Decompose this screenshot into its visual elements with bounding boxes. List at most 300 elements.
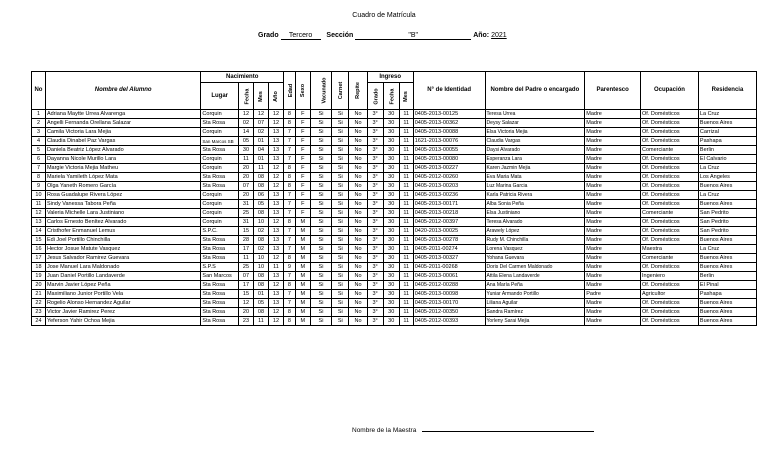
table-cell: M <box>295 272 310 281</box>
table-cell: Carlos Ernesto Benítez Alvarado <box>45 218 200 227</box>
table-cell: 17 <box>32 254 46 263</box>
table-cell: Buenos Aires <box>698 308 756 317</box>
table-cell: 10 <box>253 263 268 272</box>
table-cell: M <box>295 245 310 254</box>
table-cell: 20 <box>238 164 253 173</box>
table-cell: 11 <box>399 209 413 218</box>
table-cell: Sta Rosa <box>201 290 239 299</box>
table-cell: Si <box>332 317 349 326</box>
table-cell: 30 <box>383 164 399 173</box>
table-cell: Sta Rosa <box>201 254 239 263</box>
table-cell: 11 <box>399 137 413 146</box>
table-cell: Comerciante <box>641 209 699 218</box>
table-cell: 11 <box>399 263 413 272</box>
header-nombre: Nombre del Alumno <box>45 72 200 110</box>
header-identidad: N° de Identidad <box>413 72 485 110</box>
maestra-label: Nombre de la Maestra <box>352 427 417 434</box>
table-cell: 12 <box>253 110 268 119</box>
table-cell: Si <box>310 155 331 164</box>
header-grado: Grado <box>367 83 383 110</box>
header-fecha-ingreso: Fecha <box>383 83 399 110</box>
header-no: No <box>32 72 46 110</box>
table-cell: No <box>349 227 367 236</box>
table-cell: Si <box>310 137 331 146</box>
table-cell: Madre <box>585 209 641 218</box>
table-cell: Claudia Vargas <box>485 137 585 146</box>
table-cell: No <box>349 308 367 317</box>
grade-section-year-line <box>258 32 507 40</box>
table-cell: F <box>295 146 310 155</box>
table-cell: 3° <box>367 227 383 236</box>
table-cell: Carrizal <box>698 128 756 137</box>
table-cell: 08 <box>253 281 268 290</box>
table-cell: 11 <box>399 272 413 281</box>
table-cell: Maximiliano Junior Portillo Vela <box>45 290 200 299</box>
table-cell: Of. Domésticos <box>641 200 699 209</box>
table-cell: 12 <box>268 110 283 119</box>
table-cell: M <box>295 308 310 317</box>
table-cell: Corquin <box>201 128 239 137</box>
table-cell: Madre <box>585 119 641 128</box>
table-row <box>32 317 757 326</box>
table-cell: M <box>295 263 310 272</box>
table-cell: 8 <box>284 173 296 182</box>
table-cell: Of. Domésticos <box>641 191 699 200</box>
table-cell: Buenos Aires <box>698 119 756 128</box>
table-cell: 02 <box>238 119 253 128</box>
table-cell: Karen Jazmin Mejia <box>485 164 585 173</box>
table-cell: 3° <box>367 299 383 308</box>
table-cell: 07 <box>238 182 253 191</box>
table-cell: 11 <box>399 119 413 128</box>
table-cell: Si <box>310 146 331 155</box>
table-cell: 19 <box>32 272 46 281</box>
table-cell: 04 <box>253 146 268 155</box>
table-cell: Of. Domésticos <box>641 110 699 119</box>
table-cell: 3° <box>367 119 383 128</box>
table-cell: Of. Domésticos <box>641 173 699 182</box>
table-cell: Si <box>310 308 331 317</box>
table-row <box>32 308 757 317</box>
table-cell: Doris Del Carmen Maldonado <box>485 263 585 272</box>
table-cell: 06 <box>253 191 268 200</box>
table-cell: 30 <box>383 317 399 326</box>
table-cell: 7 <box>284 299 296 308</box>
table-cell: Of. Domésticos <box>641 182 699 191</box>
table-cell: 3° <box>367 308 383 317</box>
table-cell: Si <box>310 191 331 200</box>
table-cell: Si <box>310 119 331 128</box>
table-cell: 30 <box>383 137 399 146</box>
table-cell: Rudy M. Chinchilla <box>485 236 585 245</box>
table-cell: 30 <box>383 272 399 281</box>
anio-value: 2021 <box>491 32 507 39</box>
table-cell: 12 <box>268 182 283 191</box>
table-cell: 0405-2013-00061 <box>413 272 485 281</box>
table-cell: 7 <box>32 164 46 173</box>
header-anio: Año <box>268 83 283 110</box>
table-cell: Of. Domésticos <box>641 137 699 146</box>
header-lugar: Lugar <box>201 83 239 110</box>
table-cell: No <box>349 245 367 254</box>
header-padre: Nombre del Padre o encargado <box>485 72 585 110</box>
table-cell: Jose Manuel Lara Maldonado <box>45 263 200 272</box>
table-row <box>32 137 757 146</box>
table-cell: 8 <box>284 281 296 290</box>
table-cell: 13 <box>32 218 46 227</box>
table-cell: 0405-2011-00268 <box>413 263 485 272</box>
table-row <box>32 218 757 227</box>
table-cell: Si <box>332 245 349 254</box>
table-cell: 20 <box>32 281 46 290</box>
table-cell: El Pinal <box>698 281 756 290</box>
table-cell: Elsa Victoria Mejia <box>485 128 585 137</box>
table-row <box>32 236 757 245</box>
table-cell: 12 <box>268 119 283 128</box>
table-cell: 15 <box>32 236 46 245</box>
table-cell: No <box>349 218 367 227</box>
table-cell: 3° <box>367 254 383 263</box>
table-cell: 30 <box>383 290 399 299</box>
table-cell: Si <box>310 281 331 290</box>
table-cell: 13 <box>268 128 283 137</box>
header-carnet: Carnet <box>332 72 349 110</box>
table-cell: San Marcos <box>201 272 239 281</box>
table-cell: 12 <box>32 209 46 218</box>
table-cell: 0405-2013-00203 <box>413 182 485 191</box>
table-cell: Si <box>310 317 331 326</box>
table-cell: 7 <box>284 272 296 281</box>
table-cell: Madre <box>585 146 641 155</box>
table-row <box>32 281 757 290</box>
table-cell: F <box>295 110 310 119</box>
table-cell: Alba Sonia Peña <box>485 200 585 209</box>
table-cell: Karla Patricia Rivera <box>485 191 585 200</box>
table-cell: Madre <box>585 137 641 146</box>
table-cell: F <box>295 119 310 128</box>
table-row <box>32 182 757 191</box>
table-cell: 30 <box>383 227 399 236</box>
table-cell: Si <box>332 182 349 191</box>
table-cell: Sta Rosa <box>201 308 239 317</box>
table-cell: Of. Domésticos <box>641 128 699 137</box>
table-cell: Sta Rosa <box>201 299 239 308</box>
table-cell: 4 <box>32 137 46 146</box>
table-cell: Si <box>332 191 349 200</box>
table-cell: Sta Rosa <box>201 317 239 326</box>
table-cell: 10 <box>253 218 268 227</box>
table-cell: Of. Domésticos <box>641 317 699 326</box>
table-cell: 0405-2013-00227 <box>413 164 485 173</box>
table-cell: Madre <box>585 317 641 326</box>
table-cell: 8 <box>284 218 296 227</box>
table-cell: 02 <box>253 128 268 137</box>
table-cell: 10 <box>253 254 268 263</box>
table-cell: Comerciante <box>641 254 699 263</box>
table-cell: Padre <box>585 290 641 299</box>
table-cell: Marvin Javier López Peña <box>45 281 200 290</box>
table-cell: 30 <box>383 218 399 227</box>
table-cell: Los Angeles <box>698 173 756 182</box>
table-cell: 11 <box>399 191 413 200</box>
table-cell: 11 <box>399 146 413 155</box>
table-cell: Sandra Ramírez <box>485 308 585 317</box>
table-row <box>32 173 757 182</box>
table-row <box>32 272 757 281</box>
table-cell: 14 <box>32 227 46 236</box>
table-cell: Si <box>332 272 349 281</box>
table-cell: 0405-2013-00125 <box>413 110 485 119</box>
table-cell: Cristhofer Enmanuel Lemus <box>45 227 200 236</box>
table-cell: No <box>349 119 367 128</box>
table-cell: 30 <box>383 209 399 218</box>
table-cell: Yorleny Sarai Mejia <box>485 317 585 326</box>
table-cell: Madre <box>585 128 641 137</box>
table-cell: Si <box>332 263 349 272</box>
table-cell: La Cruz <box>698 164 756 173</box>
table-cell: 25 <box>238 209 253 218</box>
table-cell: Of. Domésticos <box>641 155 699 164</box>
table-cell: F <box>295 128 310 137</box>
table-cell: 3° <box>367 173 383 182</box>
table-cell: Si <box>332 164 349 173</box>
table-cell: 17 <box>238 281 253 290</box>
table-cell: Si <box>332 200 349 209</box>
table-cell: No <box>349 263 367 272</box>
table-cell: 30 <box>383 191 399 200</box>
table-cell: Attila Elena Landaverde <box>485 272 585 281</box>
header-repite: Repite <box>349 72 367 110</box>
table-cell: Yohana Guevara <box>485 254 585 263</box>
table-cell: Ana María Peña <box>485 281 585 290</box>
table-cell: 30 <box>383 281 399 290</box>
table-cell: Si <box>310 263 331 272</box>
table-cell: 3° <box>367 245 383 254</box>
table-cell: 3° <box>367 209 383 218</box>
table-cell: 01 <box>253 137 268 146</box>
table-cell: 13 <box>268 236 283 245</box>
table-cell: 13 <box>268 155 283 164</box>
table-cell: No <box>349 317 367 326</box>
table-cell: No <box>349 182 367 191</box>
table-cell: Of. Domésticos <box>641 218 699 227</box>
table-cell: Si <box>332 155 349 164</box>
table-cell: 20 <box>238 308 253 317</box>
table-cell: Sta Rosa <box>201 173 239 182</box>
table-cell: San Pedrito <box>698 227 756 236</box>
table-cell: 12 <box>268 254 283 263</box>
table-cell: 0405-2013-00170 <box>413 299 485 308</box>
table-cell: No <box>349 155 367 164</box>
table-cell: 24 <box>32 317 46 326</box>
table-cell: 7 <box>284 200 296 209</box>
table-cell: Si <box>310 272 331 281</box>
table-cell: Si <box>332 227 349 236</box>
table-cell: Madre <box>585 236 641 245</box>
table-cell: Madre <box>585 191 641 200</box>
table-cell: 0405-2013-00171 <box>413 200 485 209</box>
table-cell: F <box>295 173 310 182</box>
table-cell: 8 <box>284 164 296 173</box>
table-cell: 14 <box>238 128 253 137</box>
table-cell: No <box>349 236 367 245</box>
table-cell: 11 <box>399 254 413 263</box>
table-cell: La Cruz <box>698 110 756 119</box>
table-cell: 08 <box>253 236 268 245</box>
table-cell: Mariela Yamileth López Mata <box>45 173 200 182</box>
table-cell: 0405-2013-00098 <box>413 290 485 299</box>
table-cell: F <box>295 182 310 191</box>
table-cell: 11 <box>253 164 268 173</box>
table-cell: 0405-2013-00236 <box>413 191 485 200</box>
table-cell: No <box>349 146 367 155</box>
header-mes-ingreso: Mes <box>399 83 413 110</box>
table-cell: Madre <box>585 164 641 173</box>
table-cell: Madre <box>585 281 641 290</box>
table-cell: No <box>349 191 367 200</box>
table-cell: S.P.C. <box>201 227 239 236</box>
table-cell: 7 <box>284 245 296 254</box>
table-cell: Teresa Alvarado <box>485 218 585 227</box>
table-cell: 30 <box>383 110 399 119</box>
table-cell: Of. Domésticos <box>641 164 699 173</box>
table-cell: Sta Rosa <box>201 236 239 245</box>
table-cell: 0405-2012-00260 <box>413 173 485 182</box>
table-cell: 8 <box>284 110 296 119</box>
table-cell: M <box>295 218 310 227</box>
table-cell: 31 <box>238 218 253 227</box>
table-cell: 30 <box>383 263 399 272</box>
table-cell: Eva Maria Mata <box>485 173 585 182</box>
table-cell: 08 <box>253 272 268 281</box>
table-cell: 28 <box>238 236 253 245</box>
table-row <box>32 263 757 272</box>
table-cell: 30 <box>383 308 399 317</box>
table-cell: Si <box>310 290 331 299</box>
table-cell: Si <box>332 119 349 128</box>
table-cell: Madre <box>585 254 641 263</box>
table-cell: 11 <box>238 254 253 263</box>
table-row <box>32 146 757 155</box>
table-cell: 7 <box>284 290 296 299</box>
table-cell: 11 <box>399 290 413 299</box>
table-cell: 3° <box>367 317 383 326</box>
table-cell: 7 <box>284 137 296 146</box>
table-row <box>32 164 757 173</box>
table-cell: 5 <box>32 146 46 155</box>
table-cell: Corquin <box>201 200 239 209</box>
table-cell: No <box>349 164 367 173</box>
table-cell: 13 <box>268 227 283 236</box>
table-cell: 11 <box>253 317 268 326</box>
table-cell: 12 <box>268 218 283 227</box>
table-cell: 30 <box>383 128 399 137</box>
table-cell: Madre <box>585 218 641 227</box>
table-cell: 13 <box>268 200 283 209</box>
table-row <box>32 110 757 119</box>
table-cell: F <box>295 200 310 209</box>
table-cell: 08 <box>253 209 268 218</box>
table-cell: 21 <box>32 290 46 299</box>
table-cell: Berlin <box>698 272 756 281</box>
table-cell: 16 <box>32 245 46 254</box>
table-cell: No <box>349 128 367 137</box>
table-cell: El Calvario <box>698 155 756 164</box>
table-cell: San Pedrito <box>698 218 756 227</box>
table-cell: No <box>349 209 367 218</box>
table-cell: Pashapa <box>698 290 756 299</box>
header-residencia: Residencia <box>698 72 756 110</box>
table-cell: 7 <box>284 155 296 164</box>
table-cell: Of. Domésticos <box>641 299 699 308</box>
table-cell: 3° <box>367 110 383 119</box>
table-cell: Lorena Vasquez <box>485 245 585 254</box>
table-cell: Valeria Michelle Lara Justiniano <box>45 209 200 218</box>
table-cell: No <box>349 137 367 146</box>
table-cell: Si <box>332 128 349 137</box>
table-row <box>32 290 757 299</box>
anio-label: Año: <box>473 32 490 39</box>
table-cell: Luz Marina Garcia <box>485 182 585 191</box>
table-cell: 13 <box>268 137 283 146</box>
seccion-label: Sección <box>326 32 354 39</box>
table-cell: 11 <box>238 155 253 164</box>
table-cell: Buenos Aires <box>698 263 756 272</box>
table-cell: Buenos Aires <box>698 254 756 263</box>
table-cell: Madre <box>585 299 641 308</box>
table-cell: 01 <box>253 290 268 299</box>
table-cell: 3° <box>367 281 383 290</box>
table-cell: Adriana Maytte Urrea Alvarenga <box>45 110 200 119</box>
table-cell: No <box>349 200 367 209</box>
table-cell: 0405-2012-00393 <box>413 317 485 326</box>
table-cell: 30 <box>383 200 399 209</box>
signature-underline <box>422 425 594 432</box>
table-cell: 3° <box>367 191 383 200</box>
table-cell: No <box>349 173 367 182</box>
table-cell: 0420-2013-00025 <box>413 227 485 236</box>
table-cell: 25 <box>238 263 253 272</box>
table-cell: S.P.S <box>201 263 239 272</box>
table-cell: 11 <box>399 128 413 137</box>
table-cell: No <box>349 299 367 308</box>
table-cell: 3° <box>367 200 383 209</box>
table-row <box>32 155 757 164</box>
table-cell: Si <box>332 218 349 227</box>
table-cell: M <box>295 281 310 290</box>
table-cell: Corquin <box>201 164 239 173</box>
table-cell: 20 <box>238 191 253 200</box>
table-cell: M <box>295 290 310 299</box>
table-cell: Corquin <box>201 110 239 119</box>
table-cell: 13 <box>268 290 283 299</box>
table-cell: 13 <box>268 299 283 308</box>
table-cell: 6 <box>32 155 46 164</box>
table-cell: 3° <box>367 164 383 173</box>
table-cell: 11 <box>268 263 283 272</box>
table-cell: Buenos Aires <box>698 182 756 191</box>
table-cell: Si <box>332 308 349 317</box>
table-cell: Olga Yaneth Romero García <box>45 182 200 191</box>
table-cell: 0405-2013-00362 <box>413 119 485 128</box>
header-sexo: Sexo <box>295 72 310 110</box>
table-cell: 11 <box>399 299 413 308</box>
table-cell: 3° <box>367 182 383 191</box>
table-cell: Buenos Aires <box>698 236 756 245</box>
table-cell: Sta Rosa <box>201 146 239 155</box>
table-cell: Ingeniero <box>641 272 699 281</box>
table-cell: Edi Joel Portillo Chinchilla <box>45 236 200 245</box>
